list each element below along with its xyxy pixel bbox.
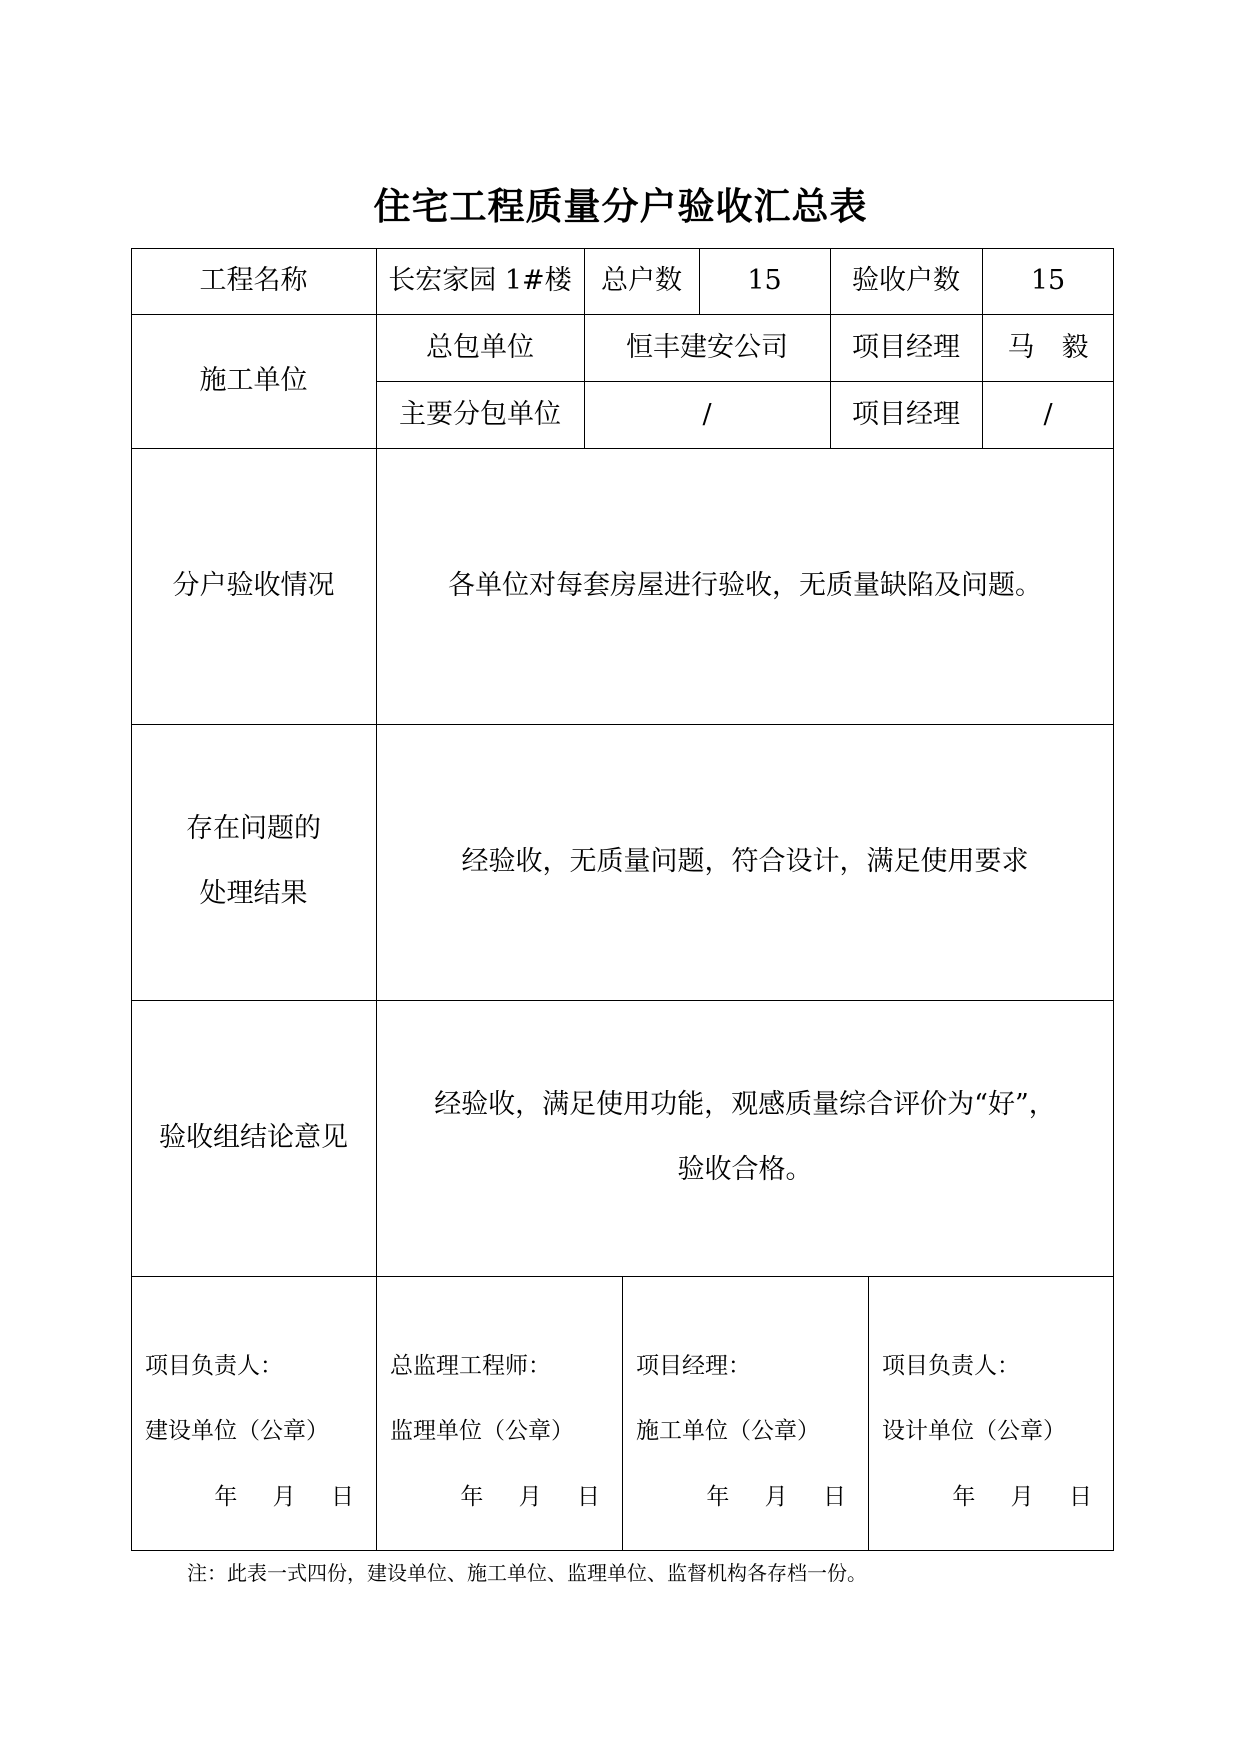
conclusion-line1: 经验收，满足使用功能，观感质量综合评价为“好”，: [434, 1089, 1056, 1121]
total-units-label: 总户数: [601, 265, 682, 297]
signature-block-supervisor: [376, 1276, 622, 1551]
signature-unit: 监理单位（公章）: [390, 1418, 574, 1444]
issues-label-line2: 处理结果: [199, 878, 308, 909]
signature-block-contractor: [622, 1276, 868, 1551]
conclusion-label: 验收组结论意见: [159, 1122, 348, 1154]
inspection-value: 各单位对每套房屋进行验收，无质量缺陷及问题。: [448, 570, 1042, 602]
issues-value: 经验收，无质量问题，符合设计，满足使用要求: [461, 846, 1029, 878]
signature-unit: 设计单位（公章）: [882, 1418, 1066, 1444]
project-manager-label: 项目经理: [852, 331, 960, 363]
issues-label: [131, 724, 376, 1000]
accepted-units-label: 验收户数: [852, 265, 960, 297]
signature-role: 项目负责人：: [882, 1353, 1020, 1379]
footnote: 注：此表一式四份，建设单位、施工单位、监理单位、监督机构各存档一份。: [187, 1561, 867, 1585]
signature-date: 年 月 日: [460, 1484, 600, 1510]
sub-project-manager-label: 项目经理: [852, 398, 960, 430]
signature-date: 年 月 日: [952, 1484, 1092, 1510]
signature-block-owner: [131, 1276, 376, 1551]
signature-role: 项目负责人：: [145, 1353, 283, 1379]
signature-date: 年 月 日: [706, 1484, 846, 1510]
signature-role: 项目经理：: [636, 1353, 751, 1379]
signature-block-designer: [868, 1276, 1114, 1551]
signature-role: 总监理工程师：: [390, 1353, 551, 1379]
project-name-label: 工程名称: [199, 265, 308, 297]
total-units-value: 15: [747, 265, 782, 297]
signature-unit: 施工单位（公章）: [636, 1418, 820, 1444]
inspection-label: 分户验收情况: [172, 570, 335, 602]
project-manager-value: 马 毅: [1007, 331, 1089, 363]
summary-table: [131, 248, 1114, 1551]
conclusion-value: [376, 1000, 1114, 1276]
page-title: 住宅工程质量分户验收汇总表: [373, 185, 868, 228]
subcontractor-label: 主要分包单位: [399, 398, 561, 430]
signature-unit: 建设单位（公章）: [145, 1418, 329, 1444]
accepted-units-value: 15: [1030, 265, 1066, 297]
construction-unit-label: 施工单位: [199, 365, 308, 397]
subcontractor-value: /: [702, 398, 712, 430]
issues-label-line1: 存在问题的: [186, 813, 321, 845]
general-contractor-value: 恒丰建安公司: [626, 331, 788, 363]
project-name-value: 长宏家园 1#楼: [388, 265, 572, 297]
signature-date: 年 月 日: [214, 1484, 354, 1510]
sub-project-manager-value: /: [1043, 398, 1053, 430]
general-contractor-label: 总包单位: [426, 331, 534, 363]
conclusion-line2: 验收合格。: [677, 1154, 813, 1185]
